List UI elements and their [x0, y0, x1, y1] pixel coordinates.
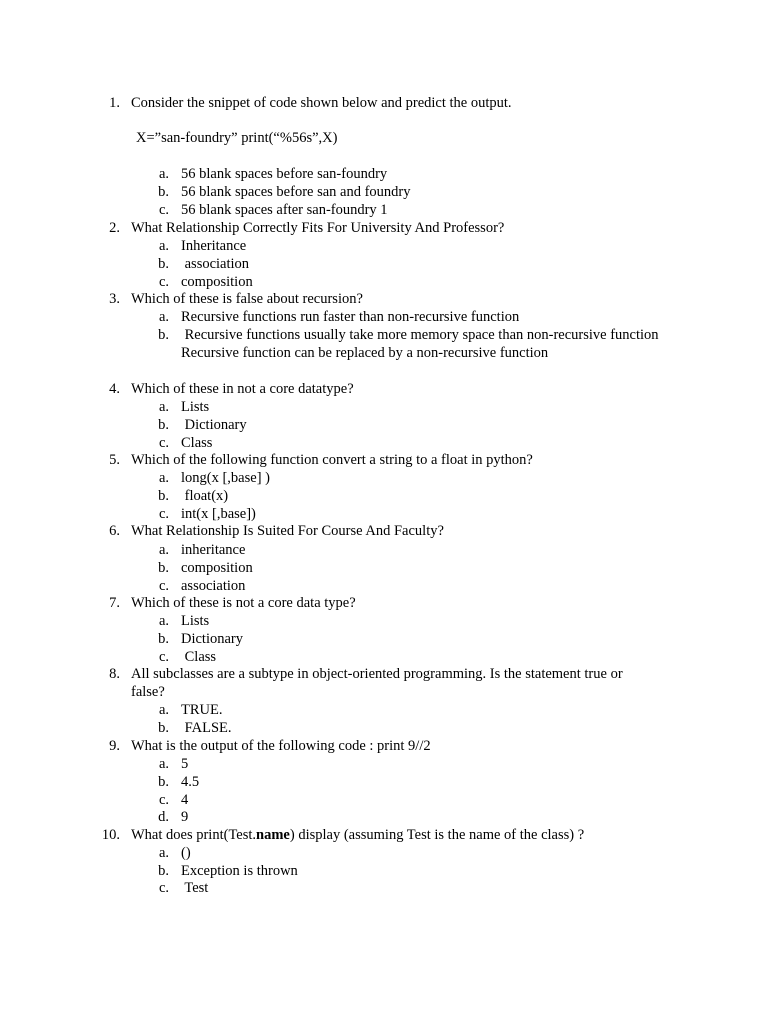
question-number: 7.: [109, 595, 120, 611]
option-letter: c.: [158, 649, 169, 665]
option-text: composition: [181, 274, 253, 290]
question-text: Which of these is false about recursion?: [131, 291, 363, 307]
option-text: int(x [,base]): [181, 506, 256, 522]
option-text: Class: [181, 649, 217, 665]
question-text: What Relationship Is Suited For Course And Faculty?: [131, 523, 444, 539]
option-letter: c.: [158, 578, 169, 594]
option-letter: b.: [158, 774, 169, 790]
option-letter: c.: [158, 435, 169, 451]
question-number: 10.: [101, 827, 120, 843]
option-text: Exception is thrown: [181, 863, 298, 879]
option-letter: a.: [158, 166, 169, 182]
question-number: 4.: [109, 381, 120, 397]
option-continuation: Recursive function can be replaced by a non-recursive function: [181, 345, 549, 361]
option-letter: a.: [158, 542, 169, 558]
option-text: Dictionary: [181, 417, 247, 433]
option-text: (): [181, 845, 191, 861]
question-text: Consider the snippet of code shown below and predict the output.: [131, 95, 512, 111]
code-snippet: X=”san-foundry” print(“%56s”,X): [136, 130, 338, 146]
question-text: Which of the following function convert a string to a float in python?: [131, 452, 533, 468]
question-number: 6.: [109, 523, 120, 539]
question-number: 5.: [109, 452, 120, 468]
option-text: Lists: [181, 399, 210, 415]
question-number: 9.: [109, 738, 120, 754]
option-letter: a.: [158, 470, 169, 486]
question-text-post: ) display (assuming Test is the name of the class) ?: [289, 827, 585, 843]
option-text: 5: [181, 756, 189, 772]
question-number: 8.: [109, 666, 120, 682]
option-letter: b.: [158, 863, 169, 879]
option-text: 56 blank spaces before san and foundry: [181, 184, 411, 200]
option-text: 4: [181, 792, 189, 808]
option-letter: d.: [158, 809, 169, 825]
question-text: What Relationship Correctly Fits For University And Professor?: [131, 220, 505, 236]
option-text: 4.5: [181, 774, 200, 790]
option-text: Class: [181, 435, 213, 451]
option-letter: a.: [158, 309, 169, 325]
option-letter: a.: [158, 399, 169, 415]
option-letter: b.: [158, 327, 169, 343]
option-text: float(x): [181, 488, 229, 504]
option-letter: a.: [158, 756, 169, 772]
option-letter: b.: [158, 488, 169, 504]
question-text-pre: What does print(Test.: [131, 827, 257, 843]
option-letter: c.: [158, 792, 169, 808]
question-number: 3.: [109, 291, 120, 307]
question-number: 2.: [109, 220, 120, 236]
option-text: composition: [181, 560, 253, 576]
option-text: Inheritance: [181, 238, 247, 254]
question-text: All subclasses are a subtype in object-oriented programming. Is the statement true or: [131, 666, 623, 682]
option-letter: a.: [158, 702, 169, 718]
option-letter: b.: [158, 720, 169, 736]
option-text: 56 blank spaces after san-foundry 1: [181, 202, 388, 218]
question-text: Which of these in not a core datatype?: [131, 381, 354, 397]
question-text: Which of these is not a core data type?: [131, 595, 356, 611]
question-text: What is the output of the following code : print 9//2: [131, 738, 431, 754]
option-text: Recursive functions run faster than non-recursive function: [181, 309, 520, 325]
option-text: Test: [181, 880, 209, 896]
option-text: 9: [181, 809, 189, 825]
option-text: Lists: [181, 613, 210, 629]
option-letter: a.: [158, 613, 169, 629]
option-letter: b.: [158, 631, 169, 647]
option-text: Recursive functions usually take more memory space than non-recursive function: [181, 327, 659, 343]
option-text: inheritance: [181, 542, 246, 558]
question-text-bold: name: [256, 827, 290, 843]
option-letter: c.: [158, 274, 169, 290]
option-letter: c.: [158, 202, 169, 218]
option-text: association: [181, 256, 250, 272]
option-letter: b.: [158, 184, 169, 200]
option-text: association: [181, 578, 246, 594]
question-text: [131, 826, 584, 844]
option-text: long(x [,base] ): [181, 470, 270, 486]
option-text: 56 blank spaces before san-foundry: [181, 166, 388, 182]
option-text: Dictionary: [181, 631, 244, 647]
option-letter: a.: [158, 845, 169, 861]
option-text: TRUE.: [181, 702, 223, 718]
option-letter: b.: [158, 560, 169, 576]
option-letter: c.: [158, 506, 169, 522]
option-letter: b.: [158, 256, 169, 272]
option-letter: c.: [158, 880, 169, 896]
question-text-continuation: false?: [131, 684, 165, 700]
option-letter: b.: [158, 417, 169, 433]
question-number: 1.: [109, 95, 120, 111]
option-text: FALSE.: [181, 720, 232, 736]
option-letter: a.: [158, 238, 169, 254]
